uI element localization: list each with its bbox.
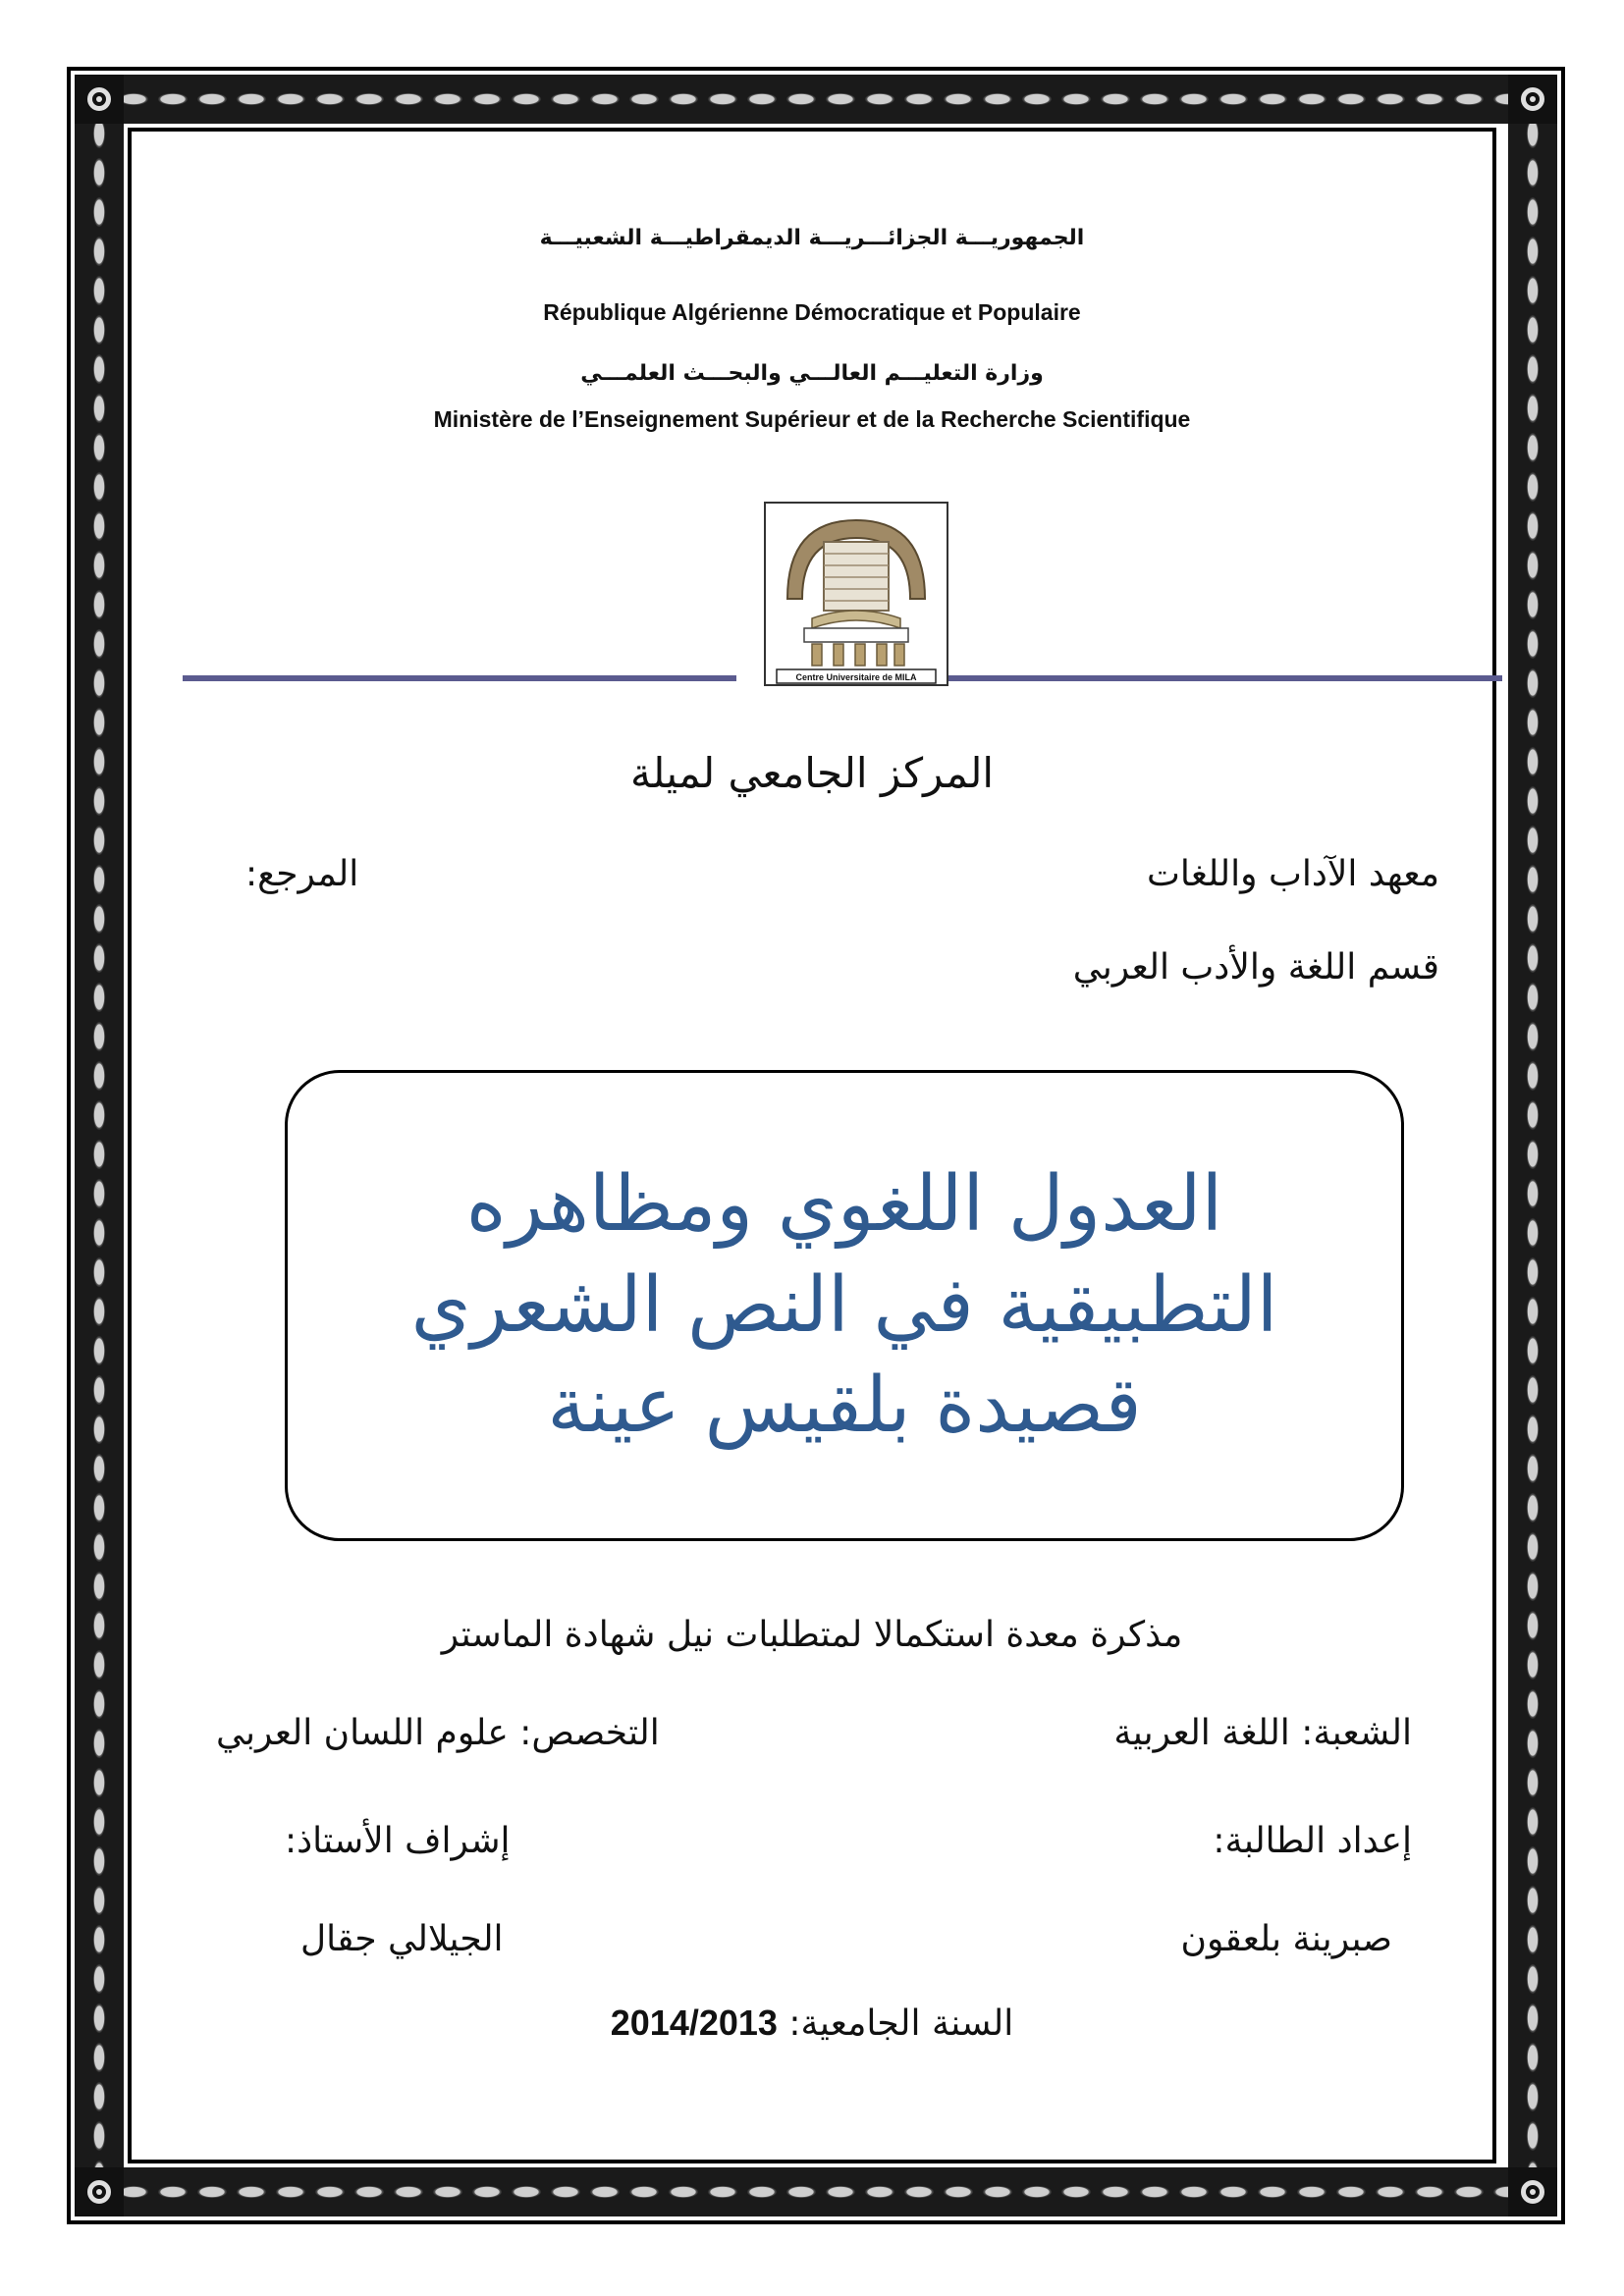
thesis-title-line-3: قصيدة بلقيس عينة: [547, 1362, 1142, 1451]
specialization-field: التخصص: علوم اللسان العربي: [216, 1713, 660, 1753]
border-band-left: [75, 75, 124, 2216]
academic-year: [128, 2002, 1496, 2044]
divider-line-right: [948, 675, 1502, 681]
republic-name-french: République Algérienne Démocratique et Populaire: [543, 299, 1081, 325]
institute-name: معهد الآداب واللغات: [1147, 854, 1439, 894]
thesis-title-line-2: التطبيقية في النص الشعري: [410, 1260, 1278, 1350]
memo-description: مذكرة معدة استكمالا لمتطلبات نيل شهادة الماستر: [441, 1615, 1183, 1655]
supervision-label: إشراف الأستاذ:: [285, 1821, 511, 1861]
border-band-right: [1508, 75, 1557, 2216]
ministry-name-arabic: وزارة التعليـــم العالـــي والبحـــث العلمـــي: [580, 361, 1044, 386]
corner-ornament-icon: [1508, 2167, 1557, 2216]
republic-name-arabic: الجمهوريـــة الجزائـــريـــة الديمقراطيـــة الشعبيـــة: [539, 226, 1085, 250]
department-name: قسم اللغة والأدب العربي: [1072, 947, 1439, 988]
student-name: صبرينة بلعقون: [1180, 1919, 1392, 1959]
branch-field: الشعبة: اللغة العربية: [1113, 1713, 1412, 1753]
corner-ornament-icon: [75, 2167, 124, 2216]
thesis-title-box: [285, 1070, 1404, 1541]
border-band-bottom: [75, 2167, 1557, 2216]
corner-ornament-icon: [75, 75, 124, 124]
divider-line-left: [183, 675, 736, 681]
prepared-by-label: إعداد الطالبة:: [1213, 1821, 1412, 1861]
university-building-logo: [763, 501, 949, 687]
corner-ornament-icon: [1508, 75, 1557, 124]
academic-year-value: 2014/2013: [610, 2002, 778, 2043]
thesis-title-line-1: العدول اللغوي ومظاهره: [465, 1159, 1223, 1249]
reference-label: المرجع:: [245, 854, 359, 894]
academic-year-label: السنة الجامعية:: [788, 2003, 1014, 2044]
professor-name: الجيلالي جقال: [300, 1919, 504, 1959]
ministry-name-french: Ministère de l’Enseignement Supérieur et de la Recherche Scientifique: [433, 406, 1191, 432]
border-band-top: [75, 75, 1557, 124]
logo-caption: Centre Universitaire de MILA: [795, 672, 917, 682]
university-center-name: المركز الجامعي لميلة: [629, 749, 995, 797]
